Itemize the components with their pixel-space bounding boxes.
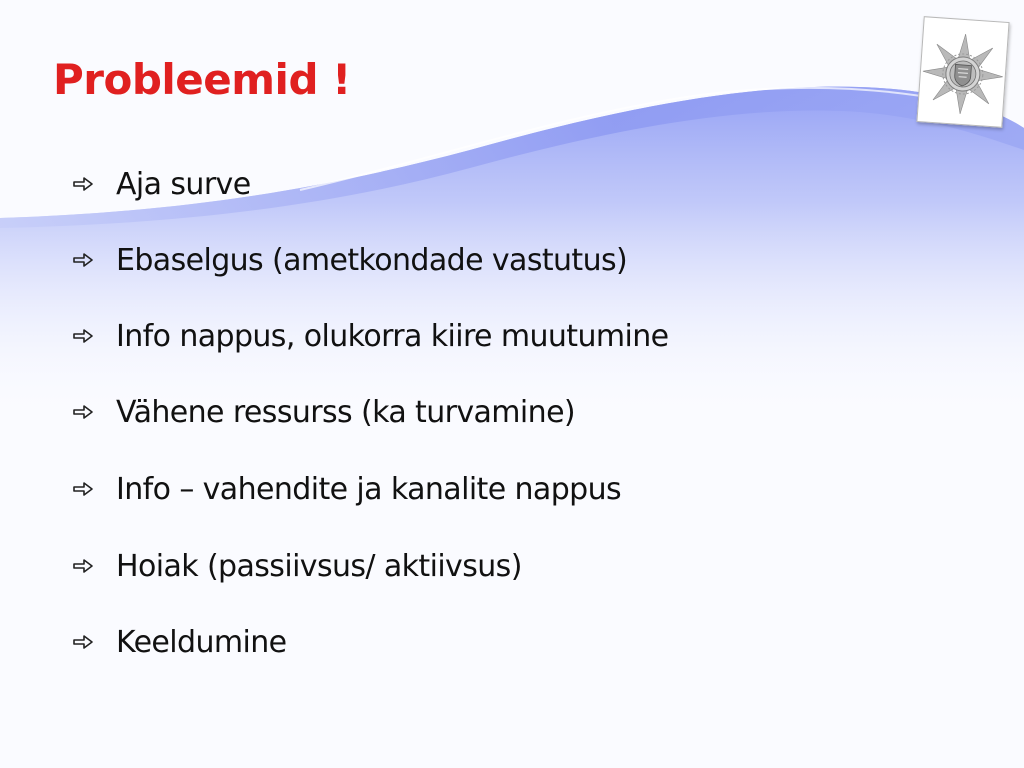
outlined-arrow-icon [72, 252, 96, 268]
outlined-arrow-icon [72, 328, 96, 344]
bullet-text: Vähene ressurss (ka turvamine) [116, 394, 576, 430]
bullet-text: Hoiak (passiivsus/ aktiivsus) [116, 548, 522, 584]
outlined-arrow-icon [72, 404, 96, 420]
police-star-emblem-icon [916, 16, 1009, 128]
outlined-arrow-icon [72, 176, 96, 192]
list-item [72, 544, 972, 588]
bullet-text: Aja surve [116, 166, 251, 202]
bullet-text: Info nappus, olukorra kiire muutumine [116, 318, 669, 354]
bullet-text: Keeldumine [116, 624, 287, 660]
list-item [72, 467, 972, 511]
outlined-arrow-icon [72, 558, 96, 574]
outlined-arrow-icon [72, 634, 96, 650]
list-item [72, 314, 972, 358]
slide-title: Probleemid ! [53, 55, 351, 104]
list-item [72, 238, 972, 282]
list-item [72, 390, 972, 434]
list-item [72, 162, 972, 206]
outlined-arrow-icon [72, 481, 96, 497]
list-item [72, 620, 972, 664]
bullet-text: Info – vahendite ja kanalite nappus [116, 471, 622, 507]
bullet-text: Ebaselgus (ametkondade vastutus) [116, 242, 628, 278]
